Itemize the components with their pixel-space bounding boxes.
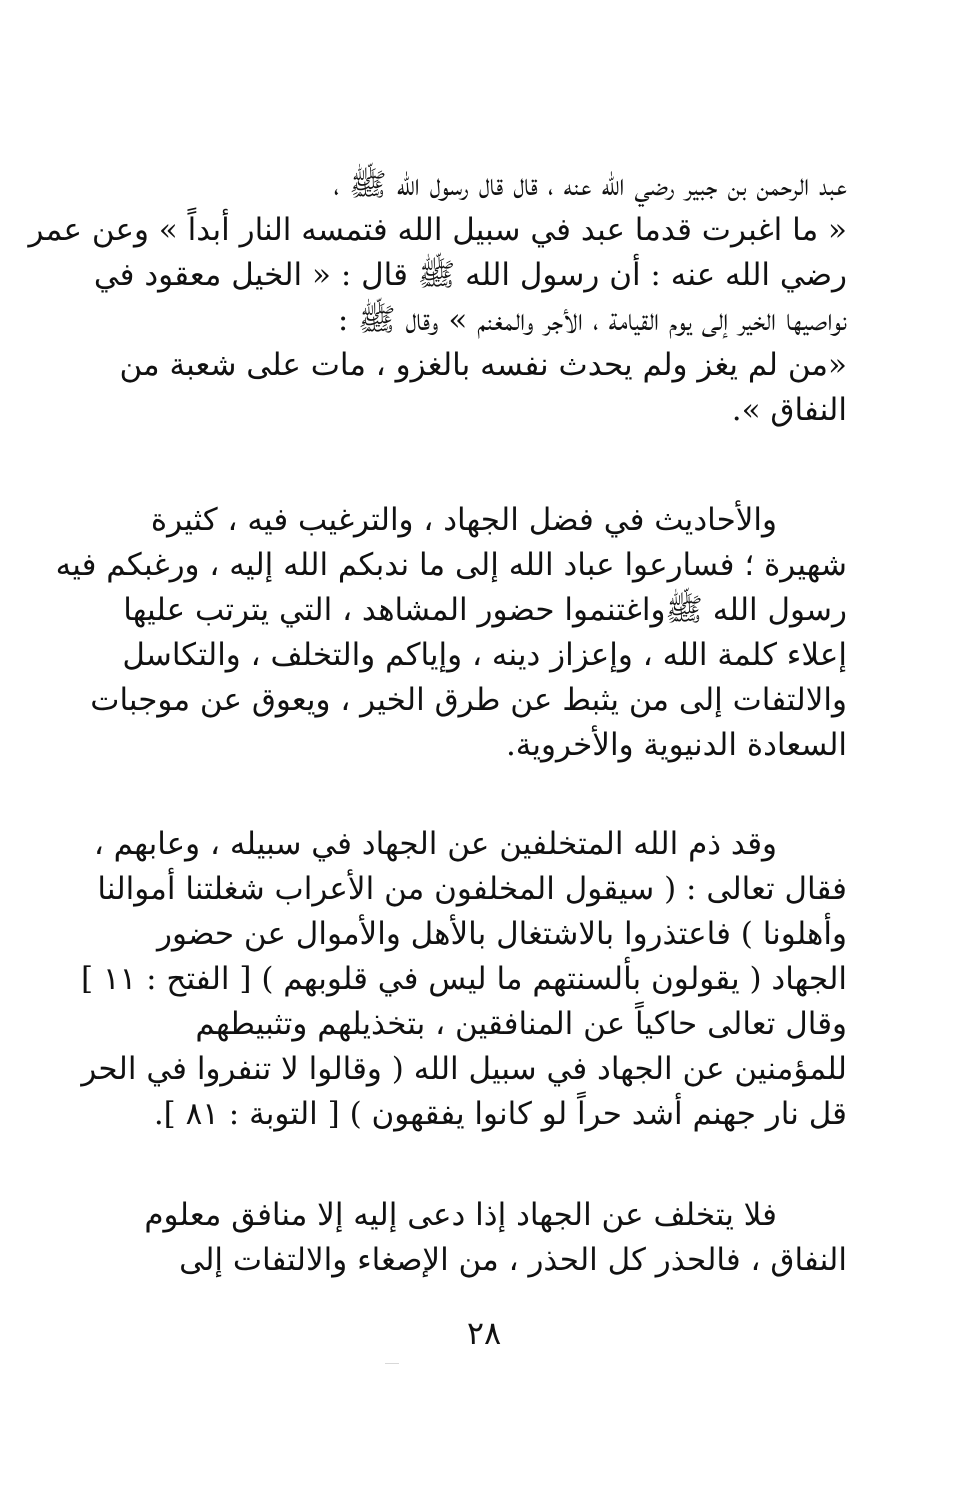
text-line: والالتفات إلى من يثبط عن طرق الخير ، ويعوق عن موجبات <box>90 682 847 718</box>
text-line: عبد الرحمن بن جبير رضي الله عنه ، قال قال رسول الله ﷺ ، <box>333 167 847 203</box>
text-line: للمؤمنين عن الجهاد في سبيل الله ( وقالوا لا تنفروا في الحر <box>81 1051 847 1087</box>
text-line: النفاق ، فالحذر كل الحذر ، من الإصغاء والالتفات إلى <box>179 1242 847 1278</box>
text-line: والأحاديث في فضل الجهاد ، والترغيب فيه ، كثيرة <box>150 502 777 538</box>
text-line: «من لم يغز ولم يحدث نفسه بالغزو ، مات على شعبة من <box>119 347 847 383</box>
text-line: وأهلونا ) فاعتذروا بالاشتغال بالأهل والأموال عن حضور <box>156 916 847 952</box>
text-line: وقد ذم الله المتخلفين عن الجهاد في سبيله ، وعابهم ، <box>93 826 777 862</box>
text-line: وقال تعالى حاكياً عن المنافقين ، بتخذيلهم وتثبيطهم <box>195 1006 847 1042</box>
paragraph-4 <box>95 1193 847 1283</box>
text-line: النفاق ». <box>731 392 847 428</box>
text-line: قل نار جهنم أشد حراً لو كانوا يفقهون ) [ التوبة : ٨١ ]. <box>153 1096 847 1132</box>
text-line: رضي الله عنه : أن رسول الله ﷺ قال : « الخيل معقود في <box>93 257 847 293</box>
paragraph-2 <box>55 498 847 768</box>
text-line: شهيرة ؛ فسارعوا عباد الله إلى ما ندبكم الله إليه ، ورغبكم فيه <box>55 547 847 583</box>
text-line: السعادة الدنيوية والأخروية. <box>505 727 847 763</box>
text-line: فقال تعالى : ( سيقول المخلفون من الأعراب شغلتنا أموالنا <box>97 871 847 907</box>
text-line: إعلاء كلمة الله ، وإعزاز دينه ، وإياكم والتخلف ، والتكاسل <box>122 637 847 673</box>
text-line: الجهاد ( يقولون بألسنتهم ما ليس في قلوبهم ) [ الفتح : ١١ ] <box>81 961 847 997</box>
text-line: فلا يتخلف عن الجهاد إذا دعى إليه إلا منافق معلوم <box>144 1197 777 1233</box>
text-line: « ما اغبرت قدما عبد في سبيل الله فتمسه النار أبداً » وعن عمر <box>28 212 847 248</box>
scan-mark <box>385 1363 399 1364</box>
paragraph-3 <box>81 822 847 1137</box>
text-line: رسول الله ﷺواغتنموا حضور المشاهد ، التي يترتب عليها <box>123 592 847 628</box>
text-line: نواصيها الخير إلى يوم القيامة ، الأجر والمغنم » وقال ﷺ : <box>337 302 847 338</box>
page-number: ٢٨ <box>466 1314 502 1352</box>
paragraph-1 <box>28 163 847 433</box>
